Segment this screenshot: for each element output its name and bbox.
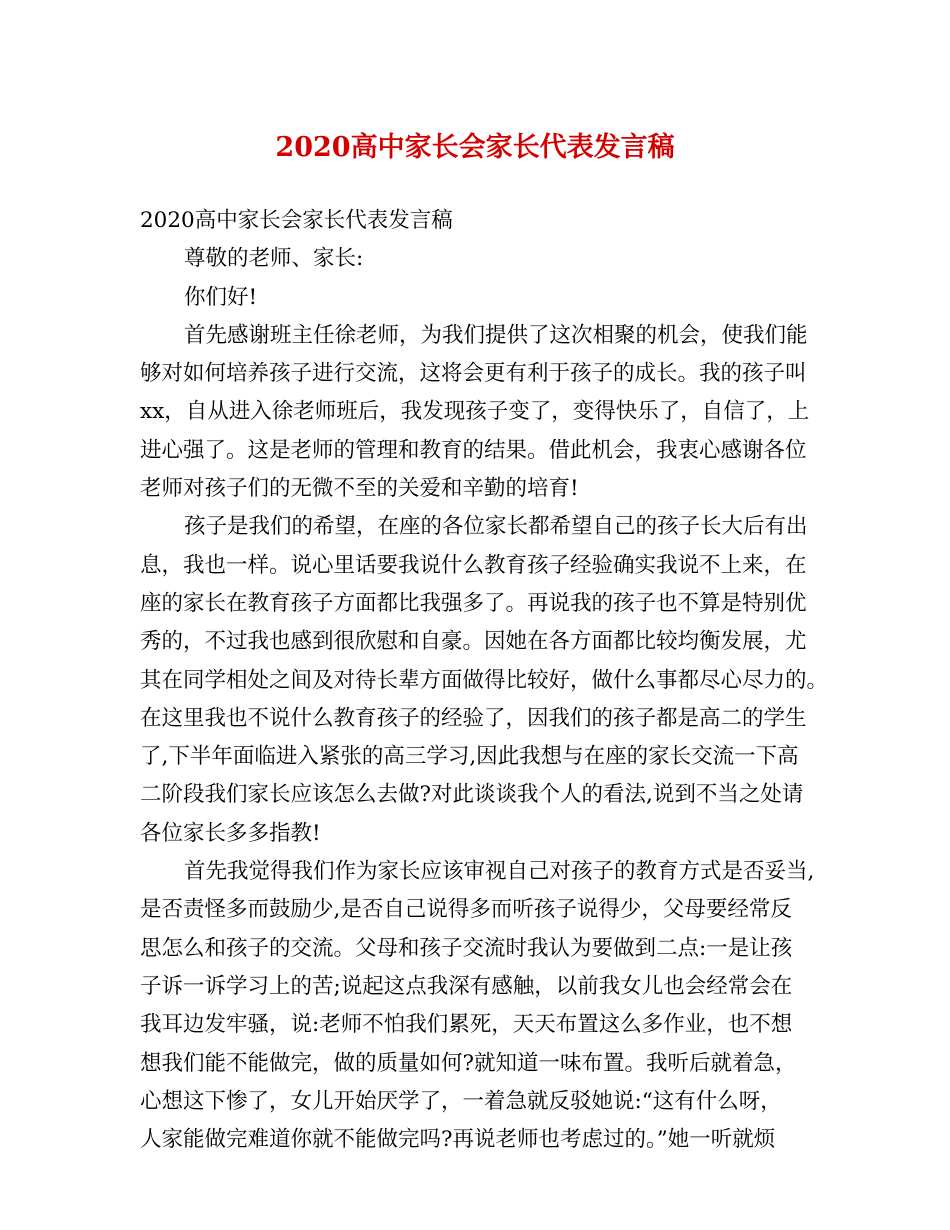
text-line: 孩子是我们的希望，在座的各位家长都希望自己的孩子长大后有出 xyxy=(184,514,808,540)
text-line: 秀的，不过我也感到很欣慰和自豪。因她在各方面都比较均衡发展，尤 xyxy=(140,629,807,655)
text-line: 各位家长多多指教! xyxy=(140,820,321,846)
text-line: 尊敬的老师、家长: xyxy=(184,246,364,272)
text-line: 我耳边发牢骚，说:老师不怕我们累死，天天布置这么多作业，也不想 xyxy=(140,1012,793,1038)
text-line: 子诉一诉学习上的苦;说起这点我深有感触，以前我女儿也会经常会在 xyxy=(140,973,793,999)
text-line: 了,下半年面临进入紧张的高三学习,因此我想与在座的家长交流一下高 xyxy=(140,744,799,770)
text-line: 思怎么和孩子的交流。父母和孩子交流时我认为要做到二点:一是让孩 xyxy=(140,935,793,961)
text-line: 首先感谢班主任徐老师，为我们提供了这次相聚的机会，使我们能 xyxy=(184,322,808,348)
text-line: 二阶段我们家长应该怎么去做?对此谈谈我个人的看法,说到不当之处请 xyxy=(140,782,804,808)
text-line: 心想这下惨了，女儿开始厌学了，一着急就反驳她说:“这有什么呀， xyxy=(140,1088,782,1114)
text-line: 是否责怪多而鼓励少,是否自己说得多而听孩子说得少，父母要经常反 xyxy=(140,897,792,923)
text-line: 2020高中家长会家长代表发言稿 xyxy=(140,208,453,233)
text-line: 在这里我也不说什么教育孩子的经验了，因我们的孩子都是高二的学生 xyxy=(140,705,807,731)
text-line: 人家能做完难道你就不能做完吗?再说老师也考虑过的。”她一听就烦 xyxy=(140,1127,776,1153)
text-line: 息，我也一样。说心里话要我说什么教育孩子经验确实我说不上来，在 xyxy=(140,552,807,578)
text-line: 座的家长在教育孩子方面都比我强多了。再说我的孩子也不算是特别优 xyxy=(140,590,807,616)
text-line: 想我们能不能做完，做的质量如何?就知道一味布置。我听后就着急， xyxy=(140,1050,797,1076)
text-line: 老师对孩子们的无微不至的关爱和辛勤的培育! xyxy=(140,476,579,502)
text-line: 够对如何培养孩子进行交流，这将会更有利于孩子的成长。我的孩子叫 xyxy=(140,361,807,387)
text-line: xx，自从进入徐老师班后，我发现孩子变了，变得快乐了，自信了，上 xyxy=(140,399,810,425)
document-body xyxy=(140,202,829,1159)
text-line: 你们好! xyxy=(184,284,258,310)
text-line: 首先我觉得我们作为家长应该审视自己对孩子的教育方式是否妥当, xyxy=(184,859,815,885)
text-line: 进心强了。这是老师的管理和教育的结果。借此机会，我衷心感谢各位 xyxy=(140,437,807,463)
text-line: 其在同学相处之间及对待长辈方面做得比较好，做什么事都尽心尽力的。 xyxy=(140,667,829,693)
document-title: 2020高中家长会家长代表发言稿 xyxy=(275,132,675,163)
